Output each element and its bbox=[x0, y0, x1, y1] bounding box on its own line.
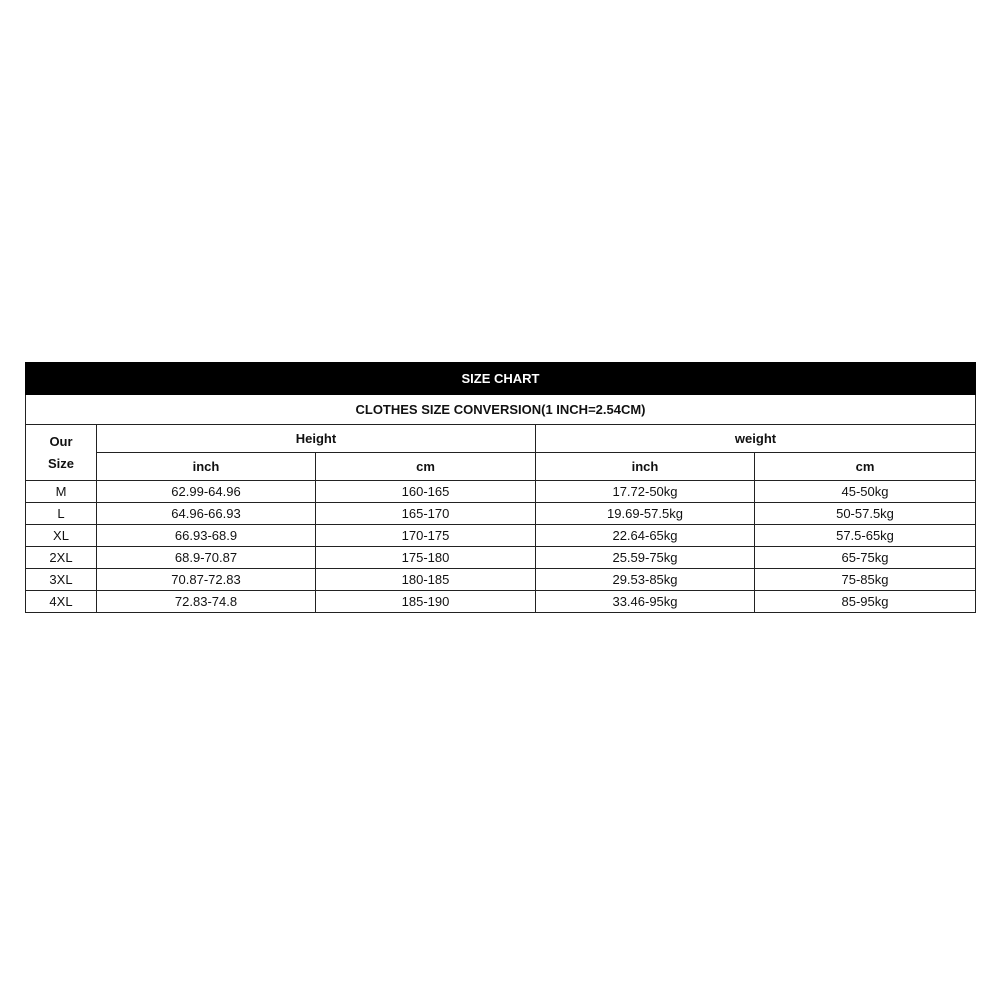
title-row bbox=[26, 363, 976, 395]
weight-inch-cell: 22.64-65kg bbox=[536, 525, 755, 547]
chart-subtitle: CLOTHES SIZE CONVERSION(1 INCH=2.54CM) bbox=[26, 395, 976, 425]
height-cm-cell: 180-185 bbox=[316, 569, 536, 591]
table-row bbox=[26, 503, 976, 525]
height-inch-cell: 70.87-72.83 bbox=[97, 569, 316, 591]
size-chart-table bbox=[25, 362, 976, 613]
weight-inch-cell: 33.46-95kg bbox=[536, 591, 755, 613]
size-cell: 4XL bbox=[26, 591, 97, 613]
table-row bbox=[26, 569, 976, 591]
height-inch-cell: 64.96-66.93 bbox=[97, 503, 316, 525]
size-column-header bbox=[26, 425, 97, 481]
size-cell: M bbox=[26, 481, 97, 503]
size-cell: 3XL bbox=[26, 569, 97, 591]
size-header-line2: Size bbox=[47, 455, 74, 471]
subtitle-row bbox=[26, 395, 976, 425]
weight-inch-cell: 25.59-75kg bbox=[536, 547, 755, 569]
height-group-header: Height bbox=[97, 425, 536, 453]
weight-cm-cell: 57.5-65kg bbox=[755, 525, 976, 547]
height-inch-cell: 68.9-70.87 bbox=[97, 547, 316, 569]
weight-inch-cell: 19.69-57.5kg bbox=[536, 503, 755, 525]
height-cm-cell: 170-175 bbox=[316, 525, 536, 547]
size-header-line1: Our bbox=[49, 433, 73, 449]
height-cm-cell: 165-170 bbox=[316, 503, 536, 525]
height-inch-header: inch bbox=[97, 453, 316, 481]
table-row bbox=[26, 591, 976, 613]
weight-cm-cell: 75-85kg bbox=[755, 569, 976, 591]
size-cell: XL bbox=[26, 525, 97, 547]
height-cm-header: cm bbox=[316, 453, 536, 481]
height-inch-cell: 72.83-74.8 bbox=[97, 591, 316, 613]
height-inch-cell: 66.93-68.9 bbox=[97, 525, 316, 547]
weight-cm-cell: 45-50kg bbox=[755, 481, 976, 503]
size-cell: 2XL bbox=[26, 547, 97, 569]
chart-title: SIZE CHART bbox=[26, 363, 976, 395]
table-row bbox=[26, 481, 976, 503]
weight-inch-cell: 17.72-50kg bbox=[536, 481, 755, 503]
height-cm-cell: 185-190 bbox=[316, 591, 536, 613]
size-cell: L bbox=[26, 503, 97, 525]
unit-header-row bbox=[26, 453, 976, 481]
height-inch-cell: 62.99-64.96 bbox=[97, 481, 316, 503]
height-cm-cell: 160-165 bbox=[316, 481, 536, 503]
weight-cm-cell: 65-75kg bbox=[755, 547, 976, 569]
group-header-row bbox=[26, 425, 976, 453]
table-row bbox=[26, 547, 976, 569]
height-cm-cell: 175-180 bbox=[316, 547, 536, 569]
table-row bbox=[26, 525, 976, 547]
weight-inch-cell: 29.53-85kg bbox=[536, 569, 755, 591]
weight-group-header: weight bbox=[536, 425, 976, 453]
weight-cm-cell: 50-57.5kg bbox=[755, 503, 976, 525]
weight-cm-cell: 85-95kg bbox=[755, 591, 976, 613]
weight-inch-header: inch bbox=[536, 453, 755, 481]
weight-cm-header: cm bbox=[755, 453, 976, 481]
